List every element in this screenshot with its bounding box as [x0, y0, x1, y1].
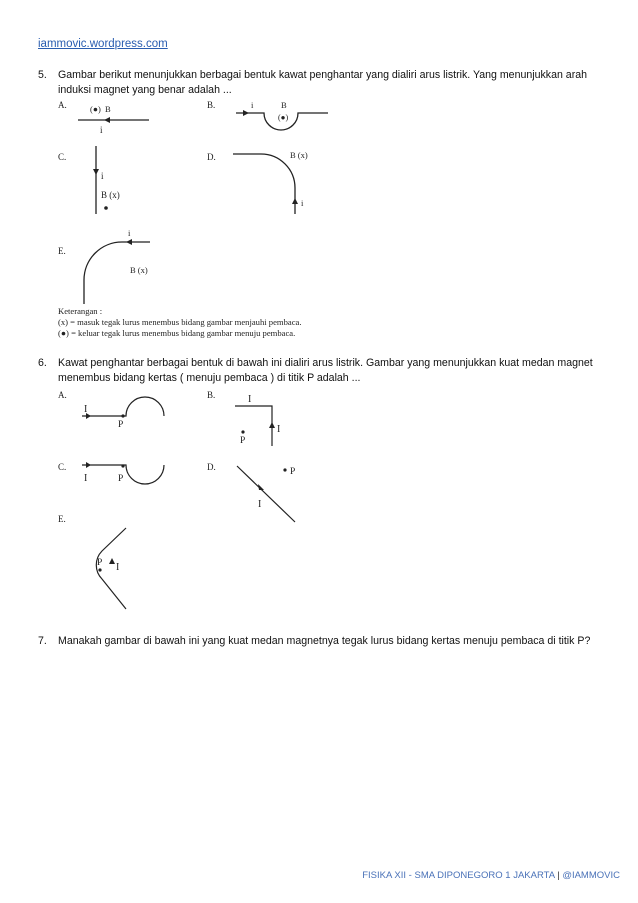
b-label: B — [281, 100, 287, 110]
question-text: Kawat penghantar berbagai bentuk di bawah ini dialiri arus listrik. Gambar yang menunjukkan kuat medan magnet menembus bidang kertas ( menuju pembaca ) di titik P adalah ... — [58, 357, 593, 384]
question-5 — [38, 68, 608, 98]
question-number: 5. — [38, 69, 47, 81]
current-label: i — [100, 125, 103, 135]
current-label: i — [101, 171, 104, 181]
b-in-label: B (x) — [101, 190, 120, 200]
b-in-label: B (x) — [130, 265, 148, 275]
legend-title: Keterangan : — [58, 306, 103, 316]
option-c-label: C. — [58, 152, 67, 162]
point-label: P — [118, 420, 124, 430]
option-d-label: D. — [207, 462, 216, 472]
option-c-label: C. — [58, 462, 67, 472]
current-label: i — [128, 228, 131, 238]
question-text: Manakah gambar di bawah ini yang kuat medan magnetnya tegak lurus bidang kertas menuju pembaca di titik P? — [58, 635, 591, 647]
current-label: I — [116, 562, 120, 573]
option-a-label: A. — [58, 390, 67, 400]
b-out-symbol: (●) — [90, 104, 101, 114]
option-b-label: B. — [207, 100, 216, 110]
question-number: 6. — [38, 357, 47, 369]
question-text: Gambar berikut menunjukkan berbagai bentuk kawat penghantar yang dialiri arus listrik. Yang menunjukkan arah induksi magnet yang benar adalah ... — [58, 69, 588, 96]
option-a-label: A. — [58, 100, 67, 110]
point-label: P — [240, 436, 246, 446]
footer-separator: | — [557, 870, 560, 881]
legend-line-1: (x) = masuk tegak lurus menembus bidang gambar menjauhi pembaca. — [58, 317, 302, 327]
current-label: i — [251, 100, 254, 110]
q5-figure — [50, 96, 350, 346]
option-e-label: E. — [58, 514, 66, 524]
legend-line-2: (●) = keluar tegak lurus menembus bidang gambar menuju pembaca. — [58, 328, 296, 338]
option-b-label: B. — [207, 390, 216, 400]
b-label: B — [105, 104, 111, 114]
footer-school: FISIKA XII - SMA DIPONEGORO 1 JAKARTA — [362, 870, 555, 881]
footer-handle: @IAMMOVIC — [562, 870, 620, 881]
question-number: 7. — [38, 635, 47, 647]
current-label: I — [258, 499, 262, 510]
current-label: I — [277, 424, 281, 435]
question-6 — [38, 356, 608, 386]
current-label: I — [84, 473, 88, 484]
option-e-label: E. — [58, 246, 66, 256]
current-label: I — [84, 404, 88, 415]
point-label: P — [97, 558, 103, 568]
option-d-label: D. — [207, 152, 216, 162]
current-label: i — [301, 198, 304, 208]
question-7 — [38, 634, 608, 649]
current-label: I — [248, 394, 252, 405]
b-out-symbol: (●) — [278, 113, 289, 122]
page-footer — [362, 870, 620, 881]
point-label: P — [290, 467, 296, 477]
site-link[interactable]: iammovic.wordpress.com — [38, 38, 168, 50]
b-in-label: B (x) — [290, 150, 308, 160]
q6-figure — [50, 386, 350, 618]
point-label: P — [118, 474, 124, 484]
